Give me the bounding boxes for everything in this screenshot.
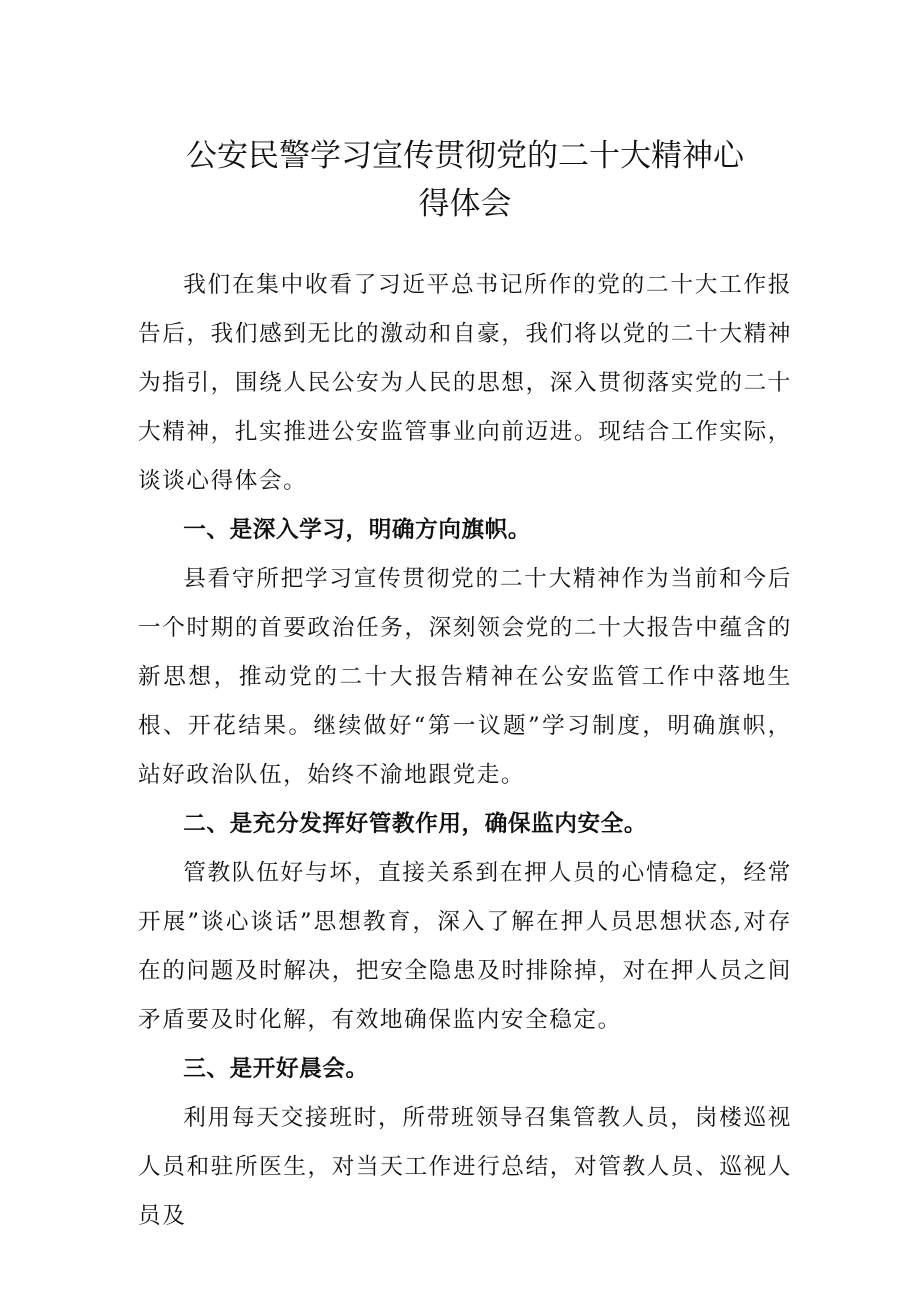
- section-paragraph-2: 管教队伍好与坏，直接关系到在押人员的心情稳定，经常开展”谈心谈话”思想教育，深入了解在押人员思想状态,对存在的问题及时解决，把安全隐患及时排除掉，对在押人员之间矛盾要及时化解，有效地确保监内安全稳定。: [138, 860, 792, 1033]
- section-heading-1: 一、是深入学习，明确方向旗帜。: [183, 517, 532, 543]
- section-paragraph-3: 利用每天交接班时，所带班领导召集管教人员，岗楼巡视人员和驻所医生，对当天工作进行总结，对管教人员、巡视人员及: [138, 1105, 792, 1229]
- section-heading-3: 三、是开好晨会。: [183, 1056, 369, 1082]
- intro-paragraph: 我们在集中收看了习近平总书记所作的党的二十大工作报告后，我们感到无比的激动和自豪，我们将以党的二十大精神为指引，围绕人民公安为人民的思想，深入贯彻落实党的二十大精神，扎实推进公安监管事业向前迈进。现结合工作实际，谈谈心得体会。: [138, 272, 792, 494]
- title-line-1: 公安民警学习宣传贯彻党的二十大精神心: [186, 138, 744, 174]
- document-body: [138, 261, 792, 1241]
- title-line-2: 得体会: [418, 186, 512, 222]
- document-title: [138, 132, 792, 228]
- section-heading-2: 二、是充分发挥好管教作用，确保监内安全。: [183, 811, 648, 837]
- section-paragraph-1: 县看守所把学习宣传贯彻党的二十大精神作为当前和今后一个时期的首要政治任务，深刻领会党的二十大报告中蕴含的新思想，推动党的二十大报告精神在公安监管工作中落地生根、开花结果。继续做好“第一议题”学习制度，明确旗帜，站好政治队伍，始终不渝地跟党走。: [138, 566, 792, 788]
